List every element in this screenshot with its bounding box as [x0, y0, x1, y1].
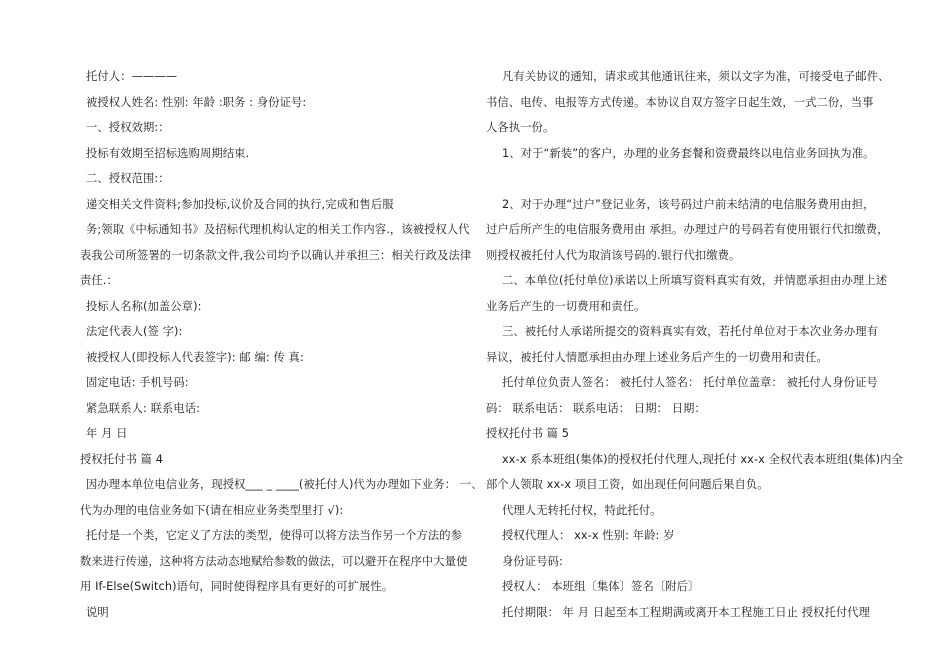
text-line: 码： 联系电话： 联系电话： 日期： 日期： [486, 401, 706, 415]
text-line: 2、对于办理“过户”登记业务，该号码过户前未结清的电信服务费用由担， [502, 197, 875, 211]
text-line: 身份证号码: [502, 554, 563, 568]
text-line: 表我公司所签署的一切条款文件,我公司均予以确认并承担三：相关行政及法律 [80, 248, 472, 262]
text-line: 投标有效期至招标选购周期结束. [86, 146, 250, 160]
text-line: 托付单位负责人签名： 被托付人签名： 托付单位盖章： 被托付人身份证号 [502, 376, 878, 389]
blank-line [486, 166, 886, 192]
text-line: 异议，被托付人情愿承担由办理上述业务后产生的一切费用和责任。 [486, 350, 828, 364]
text-line: 授权人： 本班组〔集体〕签名〔附后〕 [502, 580, 700, 593]
text-line: 务;领取《中标通知书》及招标代理机构认定的相关工作内容.，该被授权人代 [86, 223, 470, 236]
text-line: 数来进行传递，这种将方法动态地赋给参数的做法，可以避开在程序中大量使 [80, 554, 468, 568]
text-line: 紧急联系人: 联系电话: [86, 401, 201, 415]
text-line: 被授权人姓名: 性别: 年龄 :职务 : 身份证号: [86, 95, 307, 109]
text-line: 投标人名称(加盖公章): [86, 299, 202, 313]
section-heading: 一、授权效期:： [86, 121, 170, 134]
text-line: 业务后产生的一切费用和责任。 [486, 299, 646, 313]
text-line: 书信、电传、电报等方式传递。本协议自双方签字日起生效，一式二份，当事 [486, 95, 874, 109]
text-line: xx-x 系本班组(集体)的授权托付代理人,现托付 xx-x 全权代表本班组(集体)内全 [502, 452, 903, 466]
text-line: 代理人无转托付权，特此托付。 [502, 503, 662, 517]
text-line: 因办理本单位电信业务，现授权___ _ ____(被托付人)代为办理如下业务： 一、 [86, 478, 483, 491]
text-line: 代为办理的电信业务如下(请在相应业务类型里打 √): [80, 503, 344, 517]
text-line: 则授权被托付人代为取消该号码的.银行代扣缴费。 [486, 248, 741, 262]
right-column [486, 64, 903, 625]
text-line: 固定电话: 手机号码: [86, 376, 189, 389]
text-line: 托付是一个类，它定义了方法的类型，使得可以将方法当作另一个方法的参 [86, 529, 463, 542]
text-line: 1、对于“新装”的客户，办理的业务套餐和资费最终以电信业务回执为准。 [502, 146, 875, 160]
text-line: 托付人：———— [86, 70, 178, 83]
text-line: 过户后所产生的电信服务费用由 承担。办理过户的号码若有使用银行代扣缴费， [486, 223, 889, 236]
section-heading: 二、授权范围:： [86, 172, 170, 185]
section-title: 授权托付书 篇 4 [80, 452, 164, 466]
text-line: 递交相关文件资料;参加投标,议价及合同的执行,完成和售后服 [86, 197, 394, 211]
left-column [80, 64, 483, 625]
text-line: 说明 [86, 605, 109, 619]
text-line: 被授权人(即投标人代表签字): 邮 编: 传 真: [86, 350, 304, 364]
text-line: 凡有关协议的通知，请求或其他通讯往来，须以文字为准，可接受电子邮件、 [502, 70, 890, 83]
text-line: 三、被托付人承诺所提交的资料真实有效，若托付单位对于本次业务办理有 [502, 325, 879, 338]
text-line: 责任.： [80, 274, 118, 287]
text-line: 人各执一份。 [486, 121, 555, 134]
text-line: 法定代表人(签 字): [86, 325, 183, 338]
text-line: 二、本单位(托付单位)承诺以上所填写资料真实有效，并情愿承担由办理上述 [502, 274, 888, 287]
text-line: 用 If-Else(Switch)语句，同时使得程序具有更好的可扩展性。 [80, 580, 394, 593]
text-line: 授权代理人： xx-x 性别: 年龄: 岁 [502, 529, 675, 542]
text-line: 部个人领取 xx-x 项目工资，如出现任何问题后果自负。 [486, 478, 769, 491]
date-line: 年 月 日 [86, 427, 128, 440]
text-line: 托付期限： 年 月 日起至本工程期满或离开本工程施工日止 授权托付代理 [502, 605, 871, 619]
section-title: 授权托付书 篇 5 [486, 427, 570, 440]
